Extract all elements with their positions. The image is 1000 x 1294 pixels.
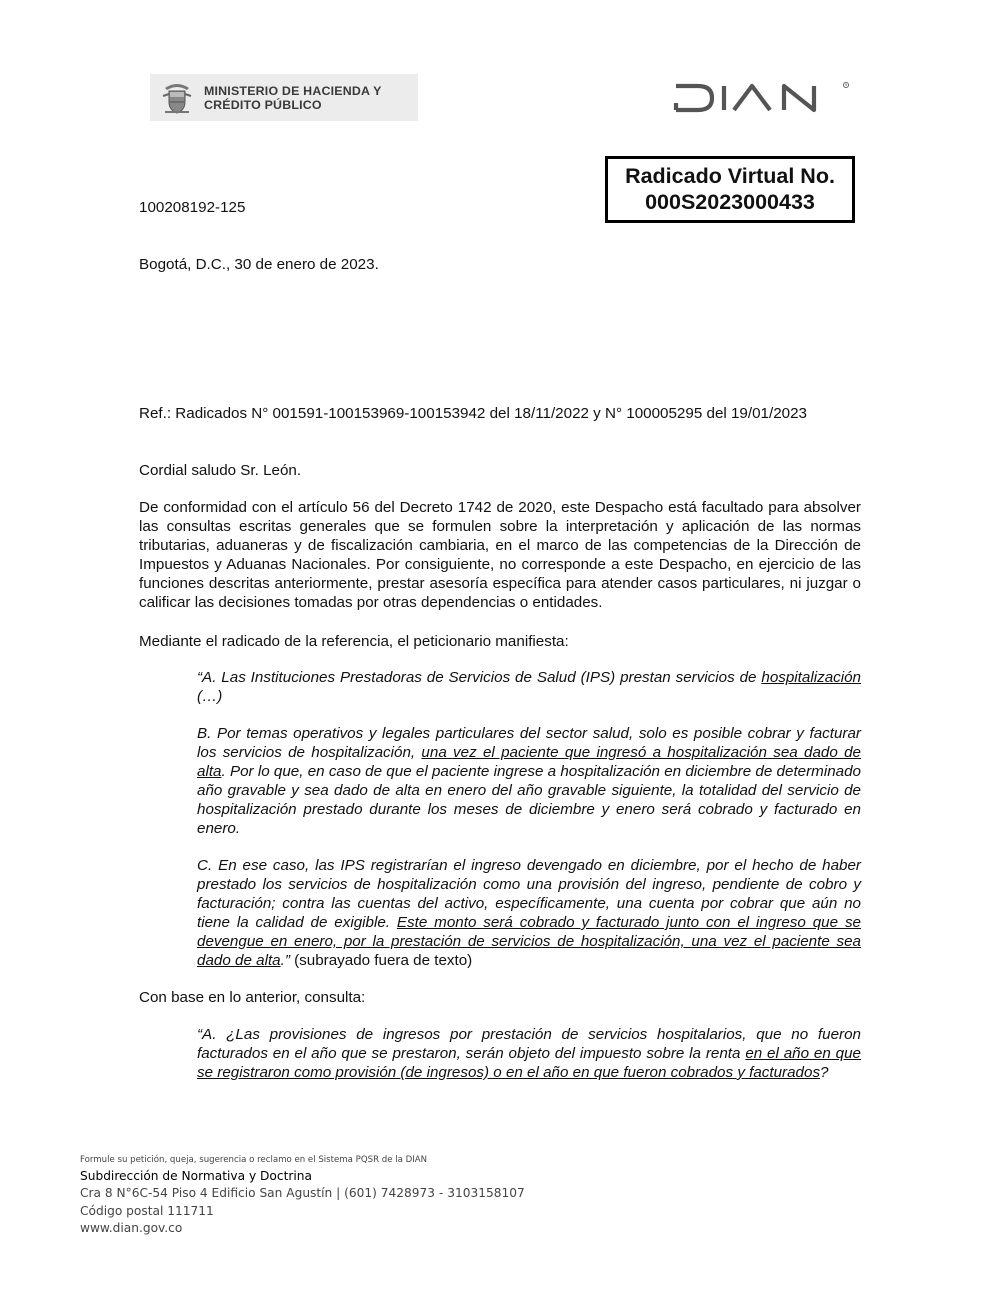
quote-a-underlined: hospitalización bbox=[761, 669, 861, 686]
paragraph-petitioner: Mediante el radicado de la referencia, el peticionario manifiesta: bbox=[139, 633, 569, 650]
footer-department: Subdirección de Normativa y Doctrina bbox=[80, 1169, 312, 1183]
quote-c-text-1: C. En ese caso, las IPS registrarían el ingreso devengado en diciembre, por el hecho de haber prestado los servicios de hospitalización como una provisión del ingreso, pendiente de cobro y facturación; contra las cuentas del activo, específicamente, una cuenta por cobrar que aún no tiene la calidad de exigible. bbox=[197, 857, 861, 931]
coat-of-arms-icon bbox=[157, 78, 197, 118]
quote-c-underlined: Este monto será cobrado y facturado junto con el ingreso que se devengue en enero, por la prestación de servicios de hospitalización, una vez el paciente sea dado de alta bbox=[197, 914, 861, 969]
quote-b-underlined: una vez el paciente que ingresó a hospitalización sea dado de alta bbox=[197, 744, 861, 780]
svg-text:R: R bbox=[844, 83, 848, 88]
document-id: 100208192-125 bbox=[139, 199, 246, 216]
question-a bbox=[197, 1025, 861, 1082]
reference-line: Ref.: Radicados N° 001591-100153969-100153942 del 18/11/2022 y N° 100005295 del 19/01/2023 bbox=[139, 405, 807, 422]
question-a-underlined: en el año en que se registraron como provisión (de ingresos) o en el año en que fueron cobrados y facturados bbox=[197, 1045, 861, 1081]
quote-b-text-2: . Por lo que, en caso de que el paciente ingrese a hospitalización en diciembre de determinado año gravable y sea dado de alta en enero del año gravable siguiente, la totalidad del servicio de hospitalización prestado durante los meses de diciembre y enero será cobrado y facturado en enero. bbox=[197, 763, 861, 837]
letter-date: Bogotá, D.C., 30 de enero de 2023. bbox=[139, 256, 379, 273]
ministry-line-1: MINISTERIO DE HACIENDA Y bbox=[204, 83, 382, 98]
footer-postal-code: Código postal 111711 bbox=[80, 1203, 214, 1218]
footer-pqsr-note: Formule su petición, queja, sugerencia o reclamo en el Sistema PQSR de la DIAN bbox=[80, 1155, 428, 1165]
footer bbox=[80, 1154, 525, 1238]
quote-b bbox=[197, 724, 861, 838]
ministry-logo bbox=[150, 74, 418, 121]
question-a-mark: ? bbox=[820, 1064, 829, 1081]
ministry-line-2: CRÉDITO PÚBLICO bbox=[204, 97, 322, 112]
greeting: Cordial saludo Sr. León. bbox=[139, 462, 302, 479]
paragraph-consulta: Con base en lo anterior, consulta: bbox=[139, 989, 366, 1006]
radicado-label: Radicado Virtual No. bbox=[625, 164, 835, 188]
paragraph-competence: De conformidad con el artículo 56 del Decreto 1742 de 2020, este Despacho está facultado para absolver las consultas escritas generales que se formulen sobre la interpretación y aplicación de las normas tributarias, aduaneras y de fiscalización cambiaria, en el marco de las competencias de la Dirección de Impuestos y Aduanas Nacionales. Por consiguiente, no corresponde a este Despacho, en ejercicio de las funciones descritas anteriormente, prestar asesoría específica para atender casos particulares, ni juzgar o calificar las decisiones tomadas por otras dependencias o entidades. bbox=[139, 499, 861, 611]
quote-c-note: (subrayado fuera de texto) bbox=[289, 952, 473, 969]
quote-a-ellipsis: (…) bbox=[197, 688, 223, 705]
quote-a-text: “A. Las Instituciones Prestadoras de Servicios de Salud (IPS) prestan servicios de bbox=[197, 669, 762, 686]
footer-address: Cra 8 N°6C-54 Piso 4 Edificio San Agustín | (601) 7428973 - 3103158107 bbox=[80, 1186, 525, 1200]
dian-logo bbox=[672, 80, 850, 116]
question-a-text: “A. ¿Las provisiones de ingresos por prestación de servicios hospitalarios, que no fueron facturados en el año que se prestaron, serán objeto del impuesto sobre la renta bbox=[197, 1026, 861, 1062]
radicado-number: 000S2023000433 bbox=[645, 190, 815, 214]
ministry-name bbox=[204, 84, 382, 112]
footer-website: www.dian.gov.co bbox=[80, 1221, 183, 1235]
quote-c-closing: .” bbox=[280, 952, 290, 969]
quote-c bbox=[197, 856, 861, 970]
quote-b-text-1: B. Por temas operativos y legales particulares del sector salud, solo es posible cobrar y facturar los servicios de hospitalización, bbox=[197, 725, 861, 761]
quote-a bbox=[197, 668, 861, 706]
radicado-box bbox=[605, 156, 855, 223]
